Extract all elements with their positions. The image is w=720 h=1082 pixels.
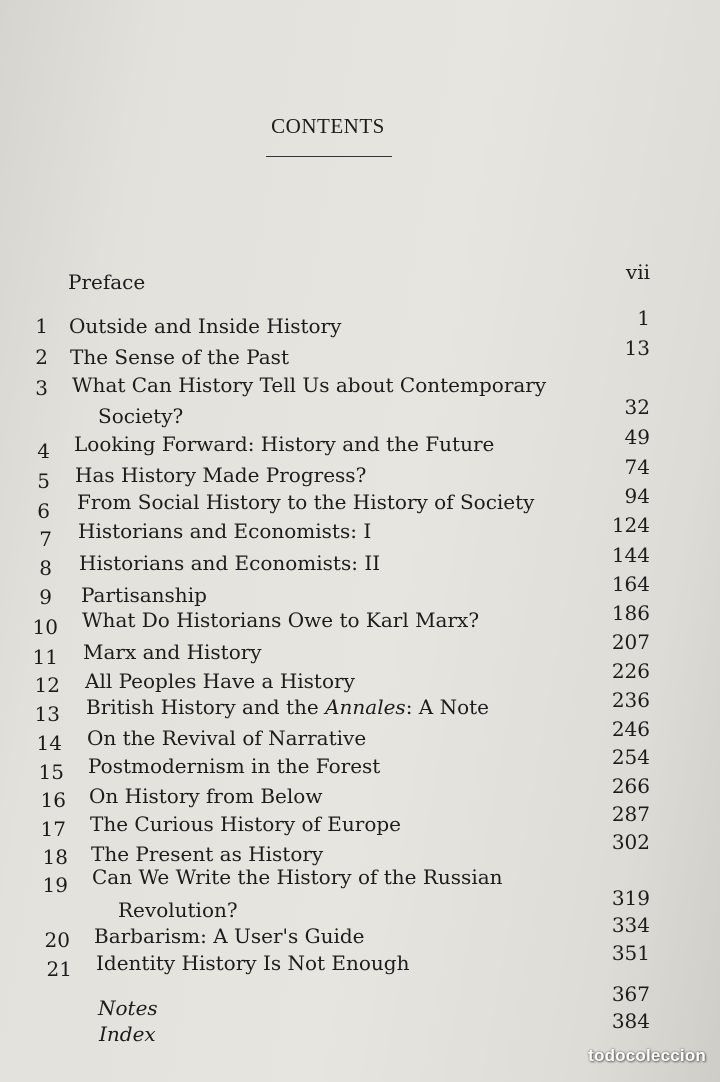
notes-page: 367 [611,982,650,1006]
chapter-number: 3 [35,376,48,400]
chapter-number: 15 [38,760,64,784]
chapter-title: From Social History to the History of Society [77,490,535,514]
chapter-page: 1 [637,306,650,330]
chapter-title: On the Revival of Narrative [87,726,367,750]
chapter-number: 13 [34,702,60,726]
chapter-number: 1 [35,314,48,338]
chapter-title-continued: Society? [98,404,184,428]
chapter-number: 2 [35,345,48,369]
chapter-page: 302 [611,830,650,854]
chapter-title: Barbarism: A User's Guide [94,924,365,948]
chapter-title: Marx and History [83,640,262,664]
chapter-title [86,692,489,722]
chapter-page: 94 [624,484,650,508]
watermark-text: todocoleccion [588,1046,706,1065]
preface-page: vii [625,260,650,284]
chapter-number: 11 [32,645,58,669]
chapter-page: 246 [611,717,650,741]
chapter-title-part: : A Note [405,695,489,719]
chapter-title: Partisanship [81,583,207,607]
chapter-page: 351 [611,941,650,965]
chapter-page: 226 [611,659,650,683]
chapter-page: 254 [611,745,650,769]
chapter-title: The Sense of the Past [70,345,289,369]
chapter-number: 16 [40,788,66,812]
chapter-number: 8 [39,556,52,580]
chapter-title-part: British History and the [86,695,326,719]
chapter-number: 20 [44,928,70,952]
chapter-number: 4 [37,439,50,463]
chapter-number: 21 [46,957,72,981]
chapter-title: Historians and Economists: I [78,519,372,543]
chapter-title: Has History Made Progress? [75,463,367,487]
chapter-page: 32 [624,395,650,419]
chapter-number: 19 [42,873,68,897]
chapter-page: 74 [624,455,650,479]
chapter-title: Historians and Economists: II [79,551,381,575]
chapter-page: 334 [611,913,650,937]
chapter-title-continued: Revolution? [118,898,238,922]
chapter-number: 17 [40,817,66,841]
chapter-title: Looking Forward: History and the Future [74,432,495,456]
chapter-title: What Do Historians Owe to Karl Marx? [82,608,480,632]
chapter-page: 186 [611,601,650,625]
chapter-page: 236 [611,688,650,712]
chapter-title: Postmodernism in the Forest [88,754,381,778]
chapter-number: 12 [34,673,60,697]
chapter-number: 14 [36,731,62,755]
heading-underline [266,156,392,157]
chapter-number: 18 [42,845,68,869]
chapter-title: Can We Write the History of the Russian [92,865,503,889]
chapter-page: 144 [611,543,650,567]
chapter-title: The Present as History [91,842,324,866]
chapter-page: 266 [611,774,650,798]
chapter-title: The Curious History of Europe [90,812,402,836]
chapter-title: Identity History Is Not Enough [96,951,410,975]
chapter-title: On History from Below [89,784,323,808]
index-page: 384 [611,1009,650,1033]
chapter-number: 7 [39,527,52,551]
index-title: Index [99,1022,156,1046]
chapter-page: 319 [611,886,650,910]
contents-heading: CONTENTS [271,114,385,138]
chapter-page: 13 [624,336,650,360]
chapter-title: What Can History Tell Us about Contemporary [72,373,547,397]
preface-title: Preface [68,270,146,294]
chapter-number: 9 [39,585,52,609]
chapter-page: 207 [611,630,650,654]
chapter-title-italic: Annales [325,695,406,719]
chapter-page: 49 [624,425,650,449]
chapter-number: 6 [37,499,50,523]
notes-title: Notes [98,996,158,1020]
chapter-number: 5 [37,469,50,493]
chapter-title: Outside and Inside History [69,314,342,338]
chapter-page: 124 [611,513,650,537]
chapter-page: 287 [611,802,650,826]
chapter-title: All Peoples Have a History [85,669,355,693]
chapter-page: 164 [611,572,650,596]
chapter-number: 10 [32,615,58,639]
